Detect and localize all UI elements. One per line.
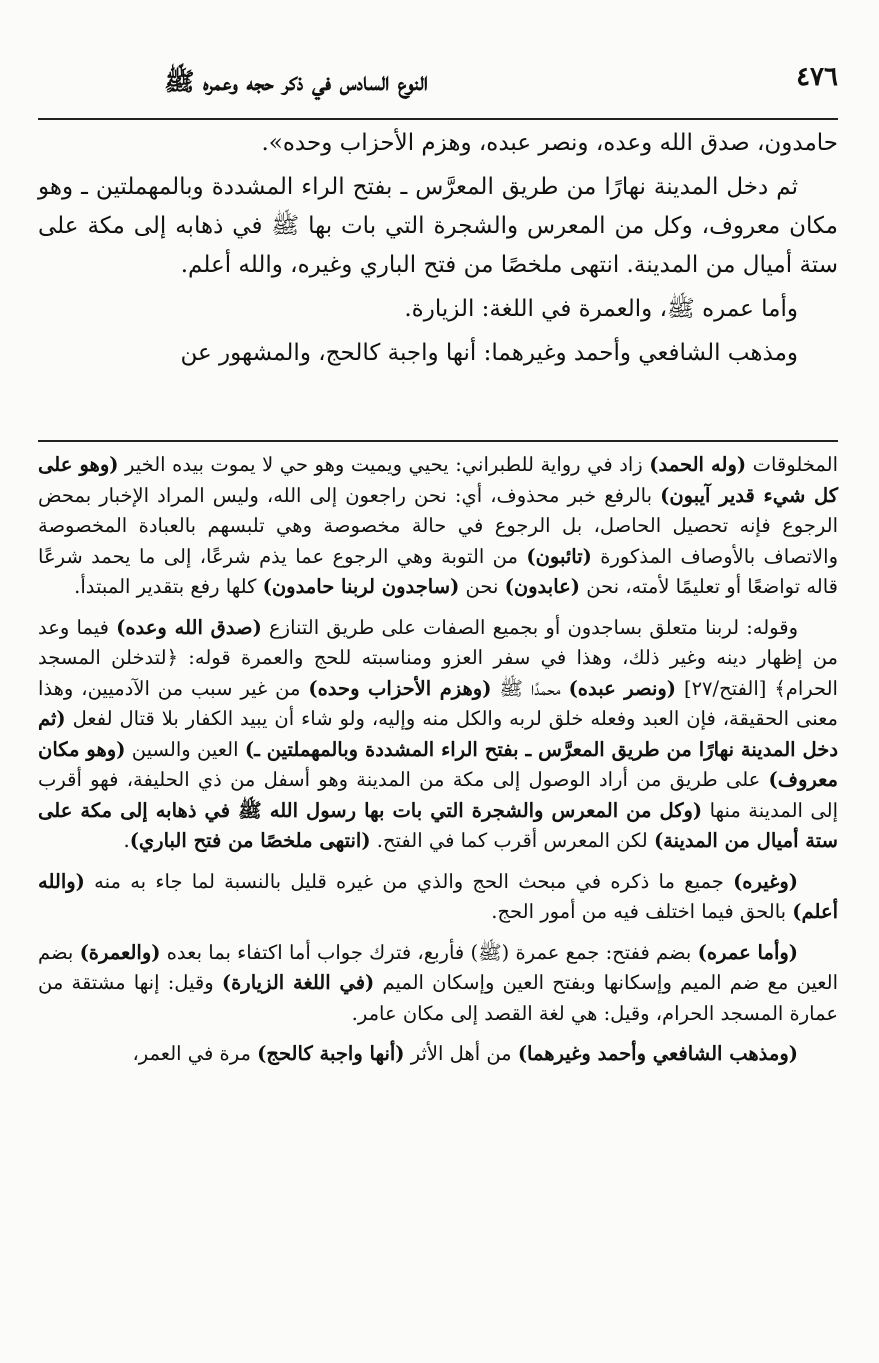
page-number: ٤٧٦ xyxy=(796,62,838,92)
quoted-text: (ومذهب الشافعي وأحمد وغيرهما) xyxy=(517,1042,798,1065)
quoted-text: (أنها واجبة كالحج) xyxy=(257,1042,405,1065)
commentary-text-run: زاد في رواية للطبراني: يحيي ويميت وهو حي لا يموت بيده الخير xyxy=(118,453,650,476)
commentary-text-run: العين والسين xyxy=(125,737,245,761)
commentary-paragraph xyxy=(38,938,838,1030)
commentary-text-run: كلها رفع بتقدير المبتدأ. xyxy=(74,575,263,598)
quoted-text: (والعمرة) xyxy=(79,940,161,964)
commentary-text-run: وقيل: إنها مشتقة من عمارة المسجد الحرام، وقيل: هي لغة القصد إلى مكان عامر. xyxy=(38,971,838,1025)
commentary-text-run: لكن المعرس أقرب كما في الفتح. xyxy=(370,829,654,852)
main-paragraph: ومذهب الشافعي وأحمد وغيرهما: أنها واجبة كالحج، والمشهور عن xyxy=(180,340,798,366)
commentary-text-run: من غير سبب من الآدميين، وهذا معنى الحقيقة، فإن العبد وفعله خلق لربه والكل منه وإليه، ولو شاء أن يبيد الكفار بلا قتال لفعل xyxy=(38,676,838,730)
commentary-text-run: على طريق من أراد الوصول إلى مكة من المدينة وهو أسفل من ذي الحليفة، فهو أقرب إلى المدينة منها xyxy=(38,768,838,822)
quoted-text: (صدق الله وعده) xyxy=(116,615,262,639)
quoted-text: (وأما عمره) xyxy=(697,940,799,964)
main-paragraph: ثم دخل المدينة نهارًا من طريق المعرَّس ـ بفتح الراء المشددة وبالمهملتين ـ وهو مكان معروف، وكل من المعرس والشجرة التي بات بها ﷺ في ذهابه إلى مكة على ستة أميال من المدينة. انتهى ملخصًا من فتح الباري وغيره، والله أعلم. xyxy=(38,174,838,278)
quoted-text: (تائبون) xyxy=(526,544,592,568)
quoted-text: (وله الحمد) xyxy=(649,453,747,476)
quoted-text: (والله أعلم) xyxy=(38,869,838,923)
quoted-text: (عابدون) xyxy=(504,575,581,598)
quoted-text: (ثم دخل المدينة نهارًا من طريق المعرَّس ـ بفتح الراء المشددة وبالمهملتين ـ) xyxy=(38,707,839,761)
header-title: النوع السادس في ذكر حجه وعمره ﷺ xyxy=(164,67,428,96)
main-paragraph: وأما عمره ﷺ، والعمرة في اللغة: الزيارة. xyxy=(404,296,798,322)
commentary-text-run: محمدًا ﷺ xyxy=(491,676,569,700)
quoted-text: (وغيره) xyxy=(733,869,798,893)
commentary-text-run: من أهل الأثر xyxy=(404,1042,518,1065)
commentary-text-run: جميع ما ذكره في مبحث الحج والذي من غيره قليل بالنسبة لما جاء به منه xyxy=(84,869,734,893)
commentary-paragraph xyxy=(38,1039,838,1070)
main-text xyxy=(38,124,838,378)
commentary-text-run: بضم العين مع ضم الميم وإسكانها وبفتح العين وإسكان الميم xyxy=(38,940,838,994)
commentary-text-run: من التوبة وهي الرجوع عما يذم شرعًا، إلى ما يحمد شرعًا قاله تواضعًا أو تعليمًا لأمته، نحن xyxy=(38,544,838,598)
commentary-text-run: نحن xyxy=(459,575,505,598)
quoted-text: (وهزم الأحزاب وحده) xyxy=(308,676,492,700)
quoted-text: (وكل من المعرس والشجرة التي بات بها رسول الله ﷺ في ذهابه إلى مكة على ستة أميال من المدينة) xyxy=(38,798,838,852)
quoted-text: (وهو مكان معروف) xyxy=(38,737,838,791)
quoted-text: (ساجدون لربنا حامدون) xyxy=(262,575,460,598)
commentary-text xyxy=(38,450,838,1080)
commentary-text-run: وقوله: لربنا متعلق بساجدون أو بجميع الصفات على طريق التنازع xyxy=(261,615,798,639)
quoted-text: (في اللغة الزيارة) xyxy=(221,971,375,994)
commentary-paragraph xyxy=(38,867,838,928)
commentary-text-run: . xyxy=(123,829,130,852)
commentary-paragraph xyxy=(38,613,838,857)
commentary-text-run: فيما وعد من إظهار دينه وغير ذلك، وهذا في سفر العزو ومناسبته للحج والعمرة قوله: ﴿لتدخلن المسجد الحرام﴾ [الفتح/٢٧] xyxy=(38,615,838,700)
main-paragraph: حامدون، صدق الله وعده، ونصر عبده، وهزم الأحزاب وحده». xyxy=(261,130,838,156)
quoted-text: (انتهى ملخصًا من فتح الباري) xyxy=(129,829,371,852)
commentary-text-run: بضم ففتح: جمع عمرة (ﷺ) فأربع، فترك جواب أما اكتفاء بما بعده xyxy=(160,940,698,964)
commentary-paragraph xyxy=(38,450,838,603)
commentary-text-run: بالحق فيما اختلف فيه من أمور الحج. xyxy=(491,900,793,923)
quoted-text: (وهو على كل شيء قدير آيبون) xyxy=(38,453,839,507)
commentary-text-run: بالرفع خبر محذوف، أي: نحن راجعون إلى الله، وليس المراد الإخبار بمحض الرجوع فإنه تحصيل الحاصل، بل الرجوع في حالة مخصوصة وهي تلبسهم بالعبادة المخصوصة والاتصاف بالأوصاف المذكورة xyxy=(38,483,838,568)
commentary-text-run: مرة في العمر، xyxy=(132,1042,258,1065)
header-rule xyxy=(38,118,838,120)
quoted-text: (ونصر عبده) xyxy=(568,676,677,700)
running-header xyxy=(38,58,838,114)
commentary-text-run: المخلوقات xyxy=(746,453,838,476)
footnote-separator xyxy=(38,440,838,442)
